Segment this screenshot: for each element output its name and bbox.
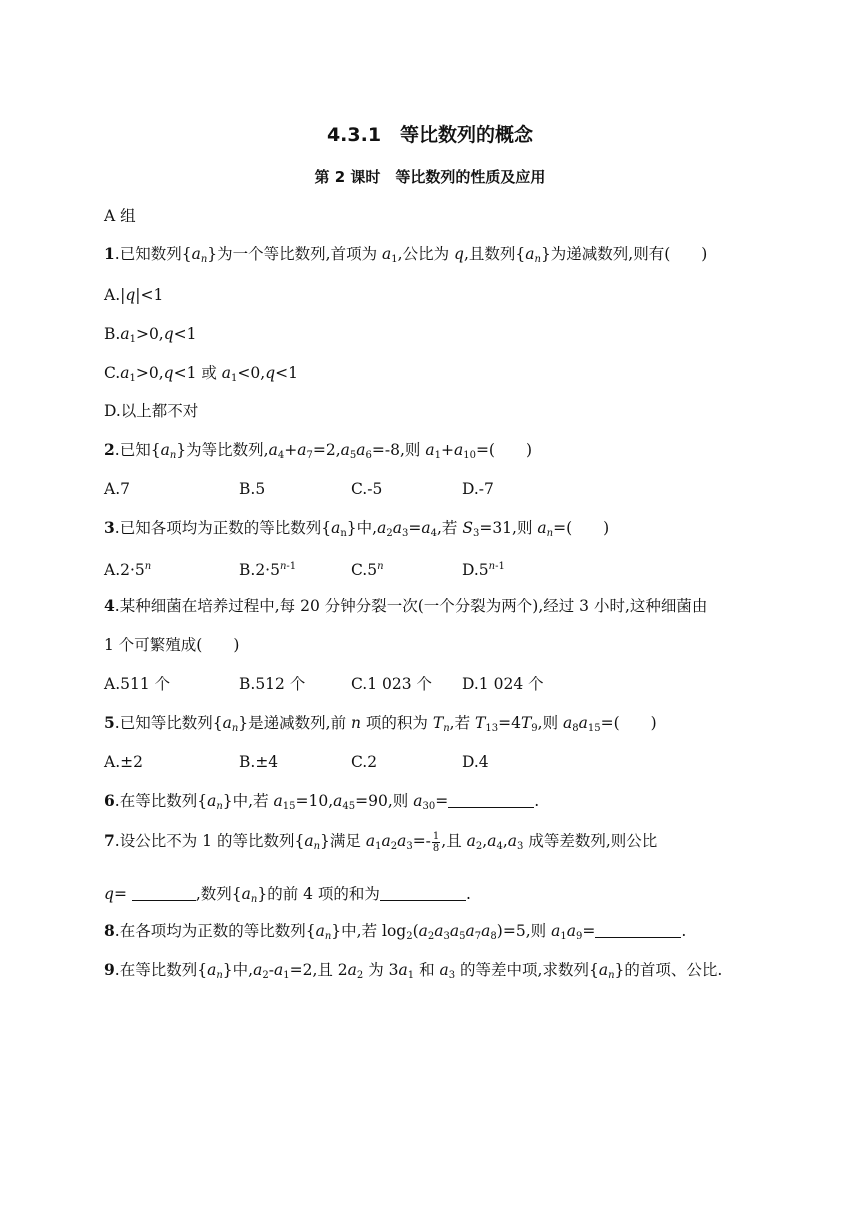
question-number: 9 bbox=[104, 960, 115, 979]
question-7-line-2: q= ,数列$\{a_n\}$的前 4 项的和为 . bbox=[104, 885, 471, 905]
q5-option-c[interactable]: C.2 bbox=[351, 753, 378, 771]
fraction: $\frac{1}{8}$ bbox=[432, 830, 440, 854]
question-number: 3 bbox=[104, 518, 115, 537]
q2-option-a[interactable]: A.7 bbox=[104, 480, 130, 498]
question-7: 7.设公比不为 1 的等比数列$\{a_n\}$满足 $a_1a_2a_3=-$ $\frac{1}{8}$ ,且 $a_2,a_4,a_3$ 成等差数列,则公比 bbox=[104, 830, 658, 854]
question-number: 5 bbox=[104, 713, 115, 732]
question-4-line-2: 1 个可繁殖成( ) bbox=[104, 636, 240, 654]
page-title: 4.3.1 等比数列的概念 bbox=[326, 124, 534, 146]
q3-option-c[interactable]: C.5$^n$ bbox=[351, 561, 384, 579]
question-2: 2.已知$\{a_n\}$为等比数列$,a_4+a_7=2,a_5a_6=-8$,则 $a_1+a_{10}=$( ) bbox=[104, 440, 533, 461]
q1-option-c[interactable]: $C.a_1>0,q<1$ 或 $a_1<0,q<1$ bbox=[104, 364, 298, 384]
question-6: 6.在等比数列$\{a_n\}$中,若 $a_{15}=10,a_{45}=90$,则 $a_{30}=$ . bbox=[104, 791, 540, 812]
q3-option-b[interactable]: $B.2\cdot 5^{n-1}$ bbox=[239, 561, 297, 579]
answer-blank[interactable] bbox=[448, 793, 534, 808]
q1-option-b[interactable]: $B.a_1>0,q<1$ bbox=[104, 325, 197, 345]
answer-blank[interactable] bbox=[380, 886, 466, 901]
question-number: 8 bbox=[104, 921, 115, 940]
q3-option-d[interactable]: D.5$^{n-1}$ bbox=[462, 561, 505, 579]
q5-option-b[interactable]: B.±4 bbox=[239, 753, 279, 771]
question-9: 9.在等比数列$\{a_n\}$中$,a_2-a_1=2$,且 $2a_2$ 为 $3a_1$ 和 $a_3$ 的等差中项,求数列$\{a_n\}$的首项、公比. bbox=[104, 960, 723, 981]
q4-option-b[interactable]: B.512 个 bbox=[239, 675, 306, 693]
page-subtitle: 第 2 课时 等比数列的性质及应用 bbox=[314, 168, 546, 186]
q1-option-a[interactable]: A.|q|<1 bbox=[104, 286, 164, 304]
question-4 bbox=[104, 595, 707, 617]
question-8: 8.在各项均为正数的等比数列$\{a_n\}$中,若 $\log_2(a_2a_3a_5a_7a_8)=5$,则 $a_1a_9=$ . bbox=[104, 921, 687, 942]
q5-option-d[interactable]: D.4 bbox=[462, 753, 489, 771]
question-number: 2 bbox=[104, 440, 115, 459]
question-number: 4 bbox=[104, 596, 115, 615]
q2-option-b[interactable]: B.5 bbox=[239, 480, 266, 498]
question-1: 1.已知数列$\{a_n\}$为一个等比数列,首项为 $a_1$,公比为 q,且数列$\{a_n\}$为递减数列,则有( ) bbox=[104, 244, 708, 265]
q2-option-d[interactable]: D.-7 bbox=[462, 480, 494, 498]
q4-option-a[interactable]: A.511 个 bbox=[104, 675, 171, 693]
question-number: 6 bbox=[104, 791, 115, 810]
q5-option-a[interactable]: A.±2 bbox=[104, 753, 143, 771]
q1-option-d[interactable]: D.以上都不对 bbox=[104, 402, 199, 420]
question-number: 1 bbox=[104, 244, 115, 263]
q4-option-d[interactable]: D.1 024 个 bbox=[462, 675, 544, 693]
question-4-line-1: .某种细菌在培养过程中,每 20 分钟分裂一次(一个分裂为两个),经过 3 小时,这种细菌由 bbox=[114, 597, 708, 615]
q4-option-c[interactable]: C.1 023 个 bbox=[351, 675, 433, 693]
question-5: 5.已知等比数列$\{a_n\}$是递减数列,前 n 项的积为 $T_n$,若 $T_{13}=4T_9$,则 $a_8a_{15}=$( ) bbox=[104, 713, 657, 734]
q3-option-a[interactable]: $A.2\cdot 5^n$ bbox=[104, 561, 152, 579]
answer-blank[interactable] bbox=[132, 886, 196, 901]
answer-blank[interactable] bbox=[595, 923, 681, 938]
question-number: 7 bbox=[104, 831, 115, 850]
question-3: 3.已知各项均为正数的等比数列$\{a_n\}$中$,a_2a_3=a_4$,若 $S_3=31$,则 $a_n=$( ) bbox=[104, 518, 610, 539]
group-label: A 组 bbox=[104, 207, 136, 225]
q2-option-c[interactable]: C.-5 bbox=[351, 480, 383, 498]
